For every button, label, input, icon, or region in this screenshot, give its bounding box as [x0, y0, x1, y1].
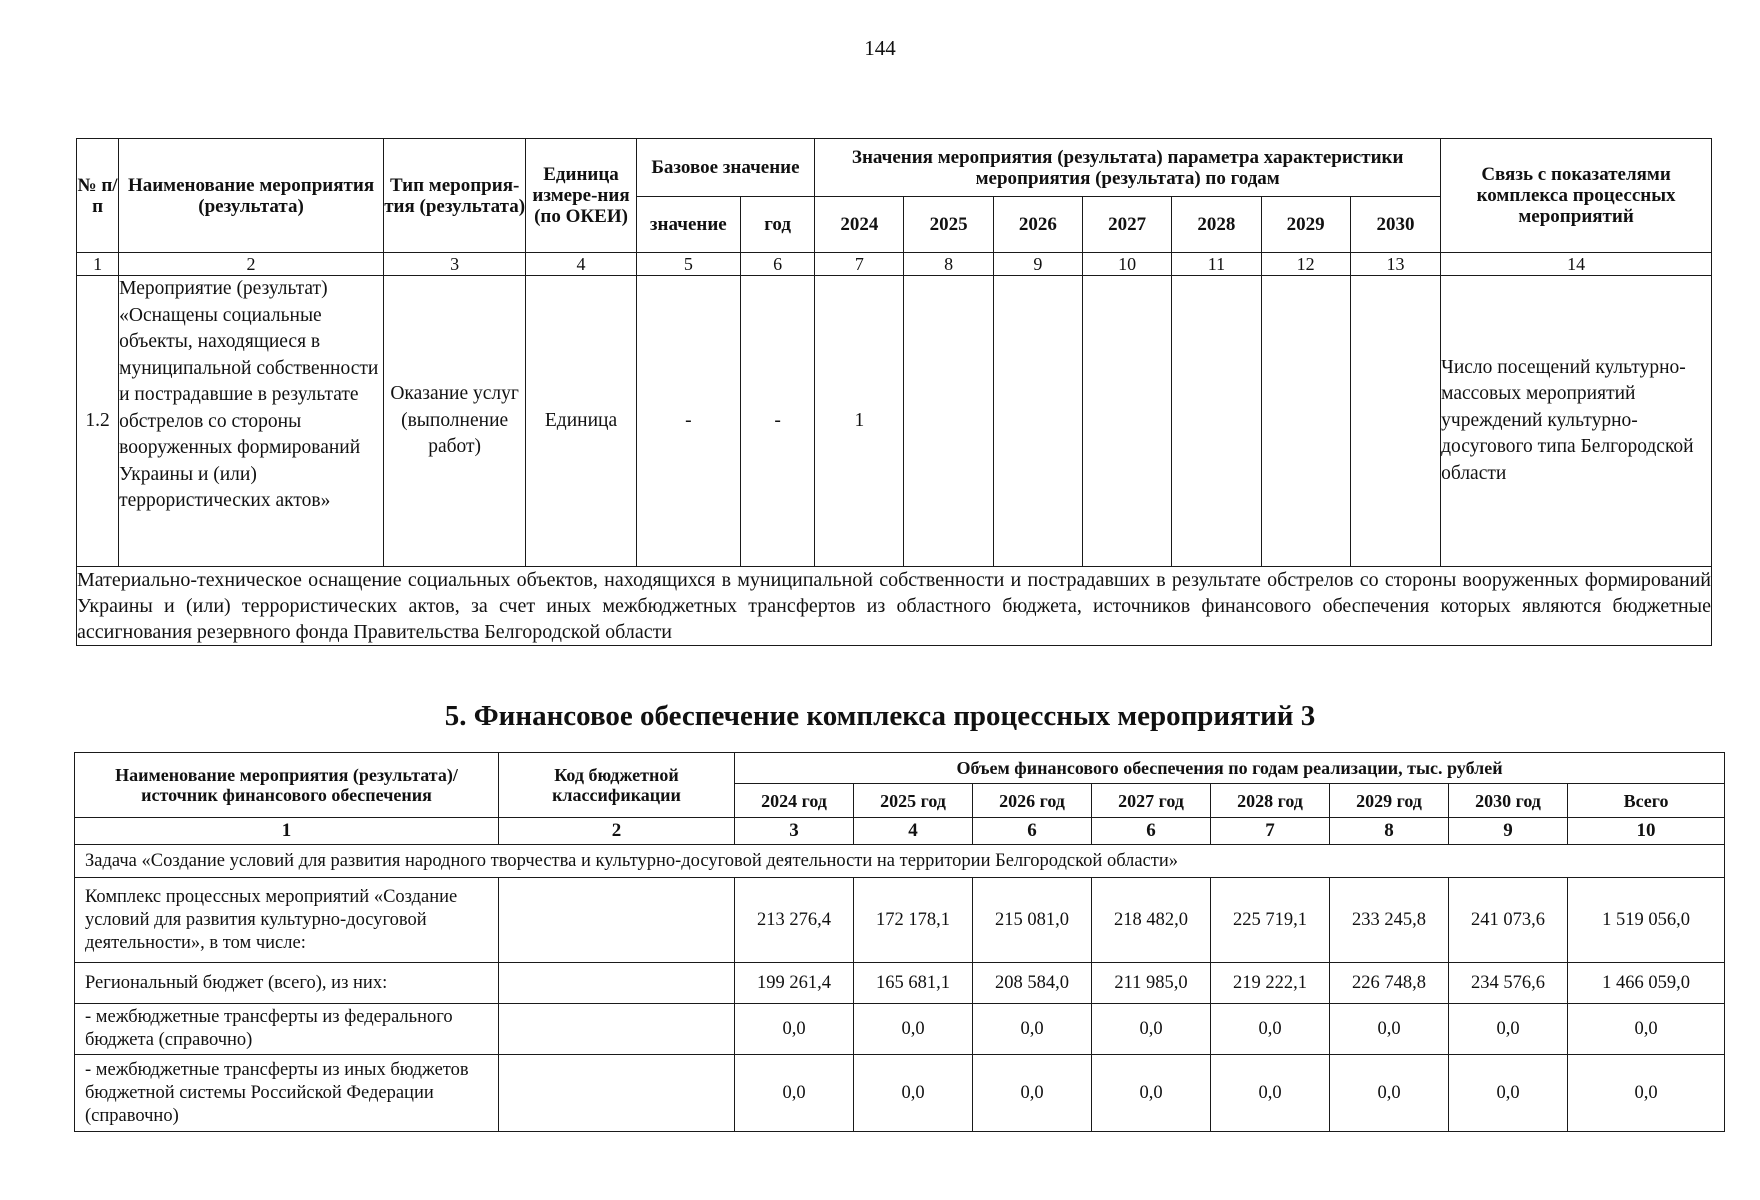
row-year-value [993, 276, 1082, 567]
column-number: 7 [1211, 818, 1330, 845]
column-number: 14 [1441, 253, 1712, 276]
financing-table [74, 752, 1725, 1132]
row-value: 172 178,1 [854, 878, 973, 963]
page-number: 144 [864, 36, 896, 60]
column-number: 3 [735, 818, 854, 845]
column-number: 7 [815, 253, 904, 276]
section-title: 5. Финансовое обеспечение комплекса процессных мероприятий 3 [444, 700, 1316, 732]
table-row [75, 1004, 1725, 1055]
row-name: Региональный бюджет (всего), из них: [75, 963, 499, 1004]
row-value: 0,0 [1449, 1004, 1568, 1055]
row-year-value [904, 276, 993, 567]
header-num: № п/п [77, 139, 119, 253]
row-base-value: - [636, 276, 740, 567]
row-year-value [1172, 276, 1261, 567]
row-value: 241 073,6 [1449, 878, 1568, 963]
header-year: 2025 год [854, 784, 973, 818]
row-value: 0,0 [1449, 1055, 1568, 1132]
row-unit: Единица [526, 276, 636, 567]
row-year-value: 1 [815, 276, 904, 567]
indicators-table [76, 138, 1712, 646]
header-year: 2028 [1172, 197, 1261, 253]
header-year: 2029 [1261, 197, 1350, 253]
row-value: 0,0 [735, 1004, 854, 1055]
header-total: Всего [1568, 784, 1725, 818]
row-value: 0,0 [973, 1004, 1092, 1055]
row-value: 0,0 [1330, 1055, 1449, 1132]
table-row [75, 963, 1725, 1004]
header-year: 2029 год [1330, 784, 1449, 818]
row-type: Оказание услуг (выполнение работ) [383, 276, 525, 567]
header-base-value: значение [636, 197, 740, 253]
row-code [499, 963, 735, 1004]
header-year: 2030 [1350, 197, 1440, 253]
row-code [499, 1004, 735, 1055]
header-year: 2028 год [1211, 784, 1330, 818]
row-code [499, 1055, 735, 1132]
row-year-value [1083, 276, 1172, 567]
row-value: 0,0 [735, 1055, 854, 1132]
table-row [75, 878, 1725, 963]
column-number: 12 [1261, 253, 1350, 276]
task-row: Задача «Создание условий для развития народного творчества и культурно-досуговой деятельности на территории Белгородской области» [75, 845, 1725, 878]
header-base-year: год [740, 197, 814, 253]
row-year-value [1350, 276, 1440, 567]
row-value: 208 584,0 [973, 963, 1092, 1004]
row-value: 218 482,0 [1092, 878, 1211, 963]
row-value: 0,0 [1092, 1004, 1211, 1055]
header-base: Базовое значение [636, 139, 815, 197]
column-number: 2 [119, 253, 384, 276]
row-value: 219 222,1 [1211, 963, 1330, 1004]
row-value: 226 748,8 [1330, 963, 1449, 1004]
column-number: 6 [973, 818, 1092, 845]
row-total: 0,0 [1568, 1004, 1725, 1055]
row-name: - межбюджетные трансферты из иных бюджетов бюджетной системы Российской Федерации (справочно) [75, 1055, 499, 1132]
column-number: 4 [526, 253, 636, 276]
table-row [75, 1055, 1725, 1132]
header-year: 2030 год [1449, 784, 1568, 818]
row-name: Мероприятие (результат) «Оснащены социальные объекты, находящиеся в муниципальной собственности и пострадавшие в результате обстрелов со стороны вооруженных формирований Украины и (или) террористических актов» [119, 276, 384, 567]
header-year: 2026 [993, 197, 1082, 253]
table-row [77, 276, 1712, 567]
row-total: 1 519 056,0 [1568, 878, 1725, 963]
row-value: 213 276,4 [735, 878, 854, 963]
column-number: 4 [854, 818, 973, 845]
row-value: 234 576,6 [1449, 963, 1568, 1004]
row-total: 1 466 059,0 [1568, 963, 1725, 1004]
row-description: Материально-техническое оснащение социальных объектов, находящихся в муниципальной собственности и пострадавших в результате обстрелов со стороны вооруженных формирований Украины и (или) террористических актов, за счет иных межбюджетных трансфертов из областного бюджета, источников финансового обеспечения которых являются бюджетные ассигнования резервного фонда Правительства Белгородской области [77, 567, 1712, 646]
row-value: 0,0 [854, 1055, 973, 1132]
column-number: 5 [636, 253, 740, 276]
row-value: 233 245,8 [1330, 878, 1449, 963]
column-number: 13 [1350, 253, 1440, 276]
row-value: 0,0 [973, 1055, 1092, 1132]
row-value: 165 681,1 [854, 963, 973, 1004]
row-link: Число посещений культурно-массовых мероприятий учреждений культурно-досугового типа Белгородской области [1441, 276, 1712, 567]
header-year: 2025 [904, 197, 993, 253]
row-value: 225 719,1 [1211, 878, 1330, 963]
row-value: 0,0 [1092, 1055, 1211, 1132]
row-name: Комплекс процессных мероприятий «Создание условий для развития культурно-досуговой деятельности», в том числе: [75, 878, 499, 963]
header-year: 2027 [1083, 197, 1172, 253]
column-number: 8 [1330, 818, 1449, 845]
header-name: Наименование мероприятия (результата)/ источник финансового обеспечения [75, 753, 499, 818]
row-value: 211 985,0 [1092, 963, 1211, 1004]
header-link: Связь с показателями комплекса процессных мероприятий [1441, 139, 1712, 253]
row-value: 0,0 [1211, 1055, 1330, 1132]
header-type: Тип мероприя-тия (результата) [383, 139, 525, 253]
row-value: 0,0 [854, 1004, 973, 1055]
column-number: 8 [904, 253, 993, 276]
column-number: 10 [1568, 818, 1725, 845]
header-year: 2026 год [973, 784, 1092, 818]
row-name: - межбюджетные трансферты из федерального бюджета (справочно) [75, 1004, 499, 1055]
column-number: 1 [75, 818, 499, 845]
row-num: 1.2 [77, 276, 119, 567]
column-number: 2 [499, 818, 735, 845]
header-volume: Объем финансового обеспечения по годам реализации, тыс. рублей [735, 753, 1725, 784]
row-code [499, 878, 735, 963]
row-value: 199 261,4 [735, 963, 854, 1004]
header-values-group: Значения мероприятия (результата) параметра характеристики мероприятия (результата) по годам [815, 139, 1441, 197]
header-name: Наименование мероприятия (результата) [119, 139, 384, 253]
header-unit: Единица измере-ния (по ОКЕИ) [526, 139, 636, 253]
column-number: 3 [383, 253, 525, 276]
header-year: 2024 [815, 197, 904, 253]
row-value: 0,0 [1330, 1004, 1449, 1055]
column-number: 9 [993, 253, 1082, 276]
column-number: 1 [77, 253, 119, 276]
column-number: 9 [1449, 818, 1568, 845]
row-value: 0,0 [1211, 1004, 1330, 1055]
header-code: Код бюджетной классификации [499, 753, 735, 818]
column-number: 6 [740, 253, 814, 276]
row-total: 0,0 [1568, 1055, 1725, 1132]
header-year: 2027 год [1092, 784, 1211, 818]
row-value: 215 081,0 [973, 878, 1092, 963]
column-number: 11 [1172, 253, 1261, 276]
column-number: 10 [1083, 253, 1172, 276]
row-year-value [1261, 276, 1350, 567]
header-year: 2024 год [735, 784, 854, 818]
column-number: 6 [1092, 818, 1211, 845]
row-base-year: - [740, 276, 814, 567]
